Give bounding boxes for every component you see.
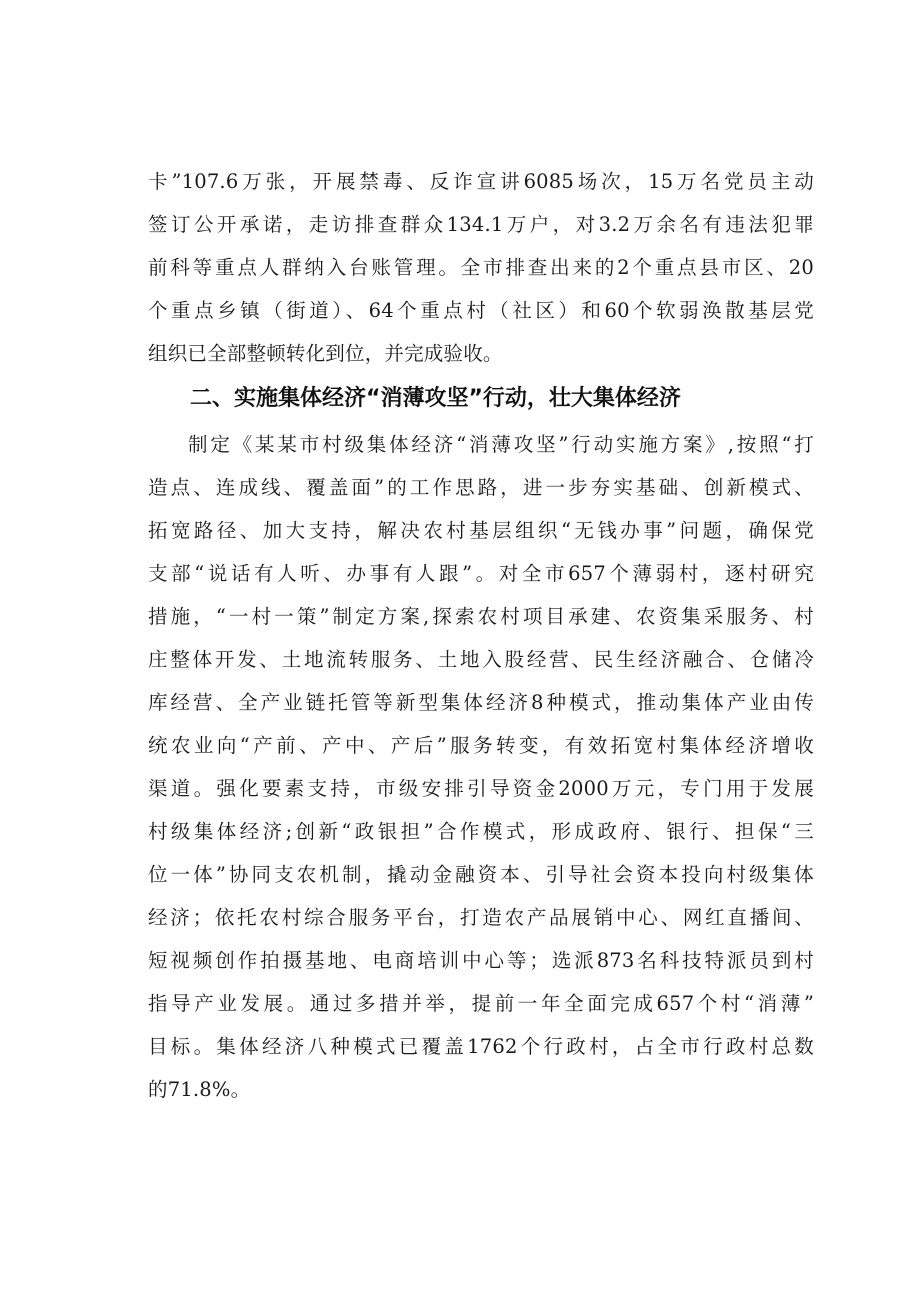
section-heading: 二、实施集体经济“消薄攻坚”行动，壮大集体经济 (190, 386, 681, 411)
text-line: 的71.8%。 (148, 1078, 251, 1101)
text-line: 村级集体经济;创新“政银担”合作模式，形成政府、银行、担保“三 (148, 820, 814, 843)
text-line: 卡”107.6万张，开展禁毒、反诈宣讲6085场次，15万名党员主动 (148, 170, 814, 193)
text-line: 位一体”协同支农机制，撬动金融资本、引导社会资本投向村级集体 (148, 863, 814, 886)
text-line: 个重点乡镇（街道）、64个重点村（社区）和60个软弱涣散基层党 (148, 299, 814, 322)
text-line: 目标。集体经济八种模式已覆盖1762个行政村，占全市行政村总数 (148, 1035, 814, 1058)
paragraph-2 (148, 423, 814, 1111)
text-line: 签订公开承诺，走访排查群众134.1万户，对3.2万余名有违法犯罪 (148, 213, 814, 236)
text-line: 造点、连成线、覆盖面”的工作思路，进一步夯实基础、创新模式、 (148, 476, 814, 499)
text-line: 制定《某某市村级集体经济“消薄攻坚”行动实施方案》,按照“打 (188, 433, 814, 456)
document-page (148, 160, 814, 1111)
text-line: 指导产业发展。通过多措并举，提前一年全面完成657个村“消薄” (148, 992, 814, 1015)
text-line: 经济；依托农村综合服务平台，打造农产品展销中心、网红直播间、 (148, 906, 814, 929)
text-line: 短视频创作拍摄基地、电商培训中心等；选派873名科技特派员到村 (148, 949, 814, 972)
text-line: 组织已全部整顿转化到位，并完成验收。 (148, 342, 503, 365)
text-line: 措施，“一村一策”制定方案,探索农村项目承建、农资集采服务、村 (148, 605, 814, 628)
text-line: 渠道。强化要素支持，市级安排引导资金2000万元，专门用于发展 (148, 777, 814, 800)
text-line: 庄整体开发、土地流转服务、土地入股经营、民生经济融合、仓储冷 (148, 648, 814, 671)
text-line: 库经营、全产业链托管等新型集体经济8种模式，推动集体产业由传 (148, 691, 814, 714)
text-line: 统农业向“产前、产中、产后”服务转变，有效拓宽村集体经济增收 (148, 734, 814, 757)
paragraph-1 (148, 160, 814, 375)
text-line: 前科等重点人群纳入台账管理。全市排查出来的2个重点县市区、20 (148, 256, 814, 279)
text-line: 拓宽路径、加大支持，解决农村基层组织“无钱办事”问题，确保党 (148, 519, 814, 542)
text-line: 支部“说话有人听、办事有人跟”。对全市657个薄弱村，逐村研究 (148, 562, 814, 585)
